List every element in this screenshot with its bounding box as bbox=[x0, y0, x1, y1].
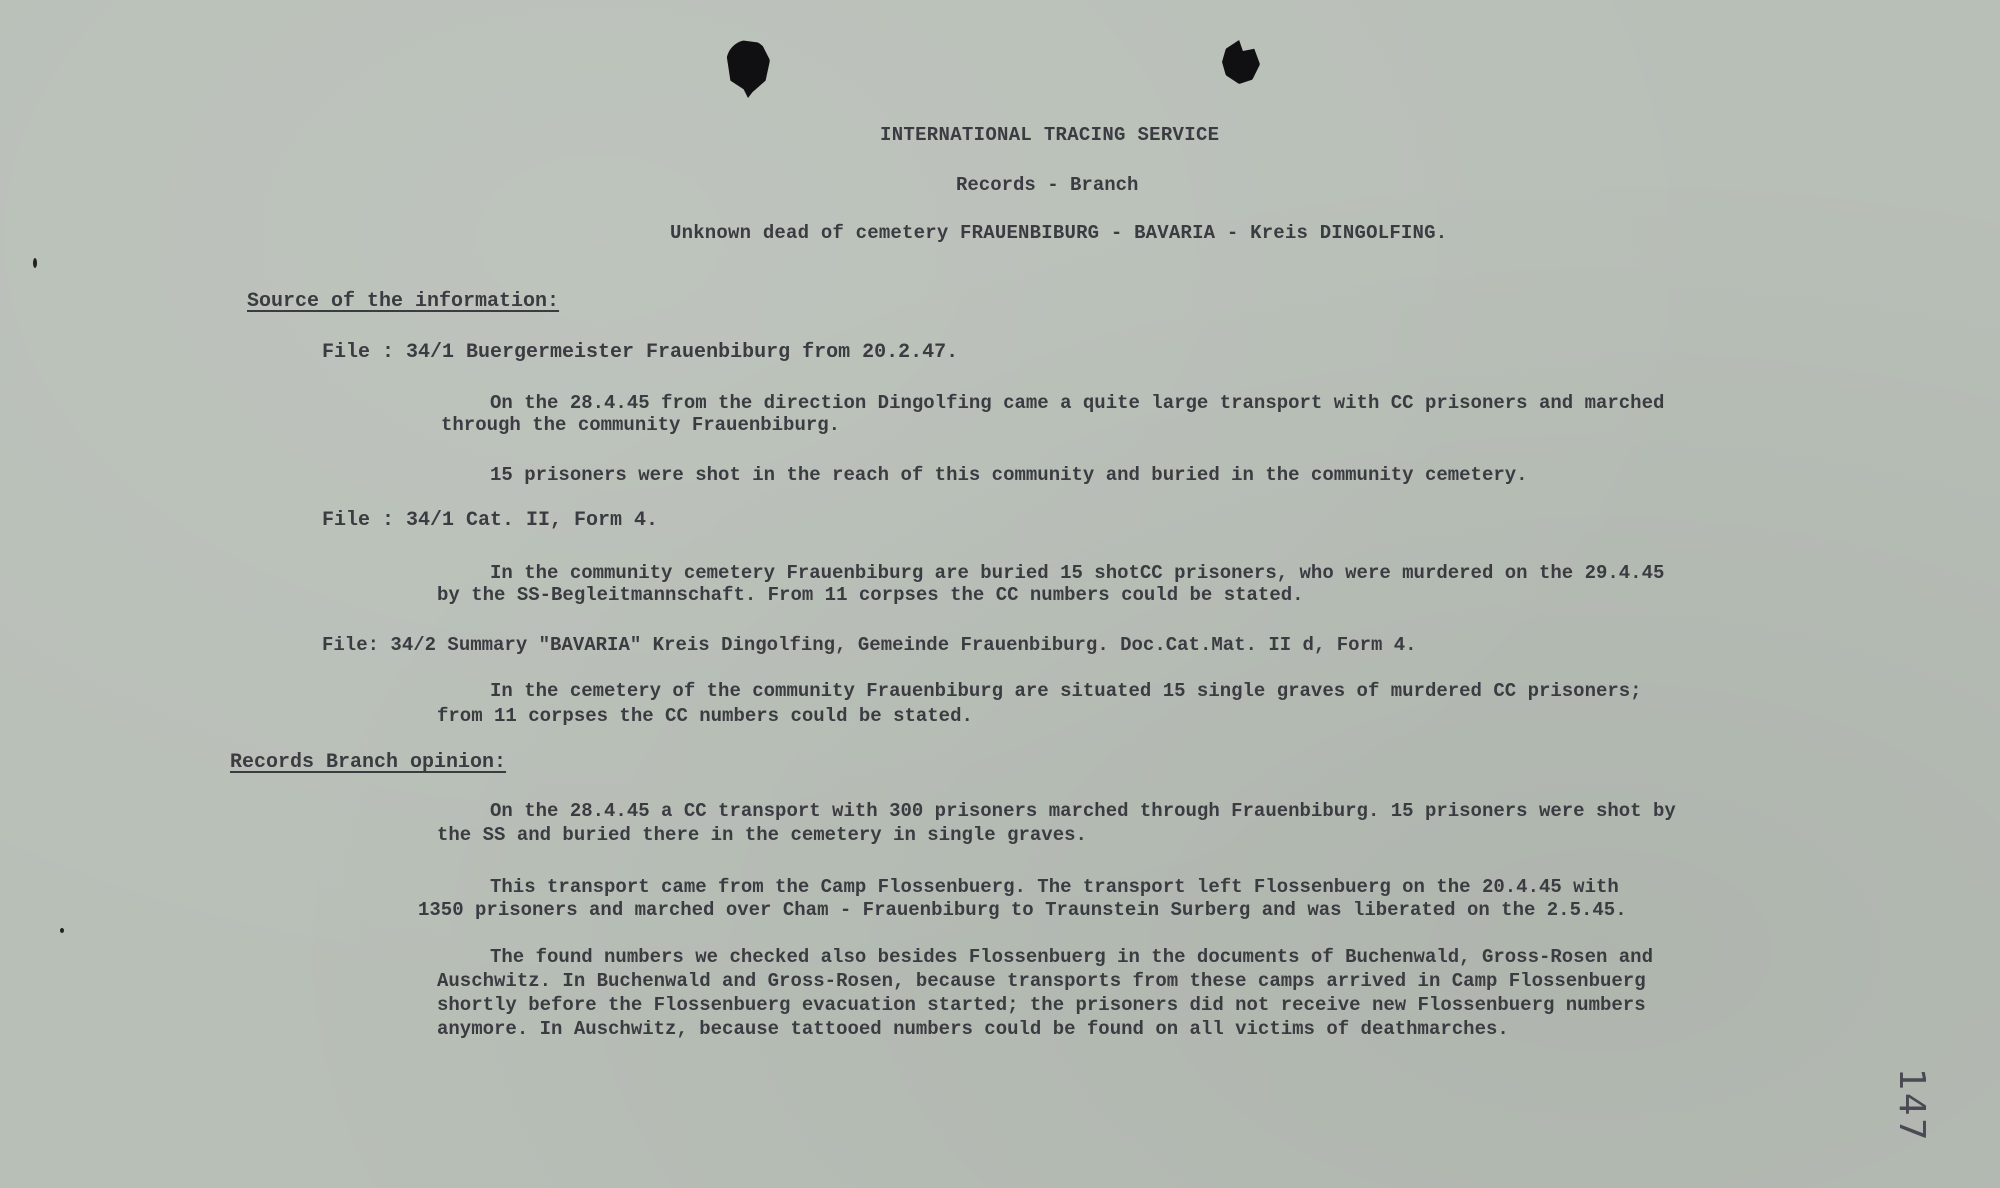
file2-para-line2: by the SS-Begleitmannschaft. From 11 corpses the CC numbers could be stated. bbox=[437, 584, 1304, 606]
punch-hole-right bbox=[1222, 40, 1260, 84]
opinion-para3-line4: anymore. In Auschwitz, because tattooed numbers could be found on all victims of deathmarches. bbox=[437, 1018, 1509, 1040]
paper-speck bbox=[33, 258, 37, 268]
file1-para1-line1: On the 28.4.45 from the direction Dingolfing came a quite large transport with CC prisoners and marched bbox=[490, 392, 1665, 414]
source-heading: Source of the information: bbox=[247, 290, 560, 313]
opinion-para1-line2: the SS and buried there in the cemetery in single graves. bbox=[437, 824, 1087, 846]
opinion-para3-line3: shortly before the Flossenbuerg evacuation started; the prisoners did not receive new Flossenbuerg numbers bbox=[437, 994, 1646, 1016]
opinion-para1-line1: On the 28.4.45 a CC transport with 300 prisoners marched through Frauenbiburg. 15 prisoners were shot by bbox=[490, 800, 1676, 822]
page-number: 147 bbox=[1891, 1068, 1932, 1143]
file1-label: File : 34/1 Buergermeister Frauenbiburg from 20.2.47. bbox=[322, 341, 959, 364]
file1-para2: 15 prisoners were shot in the reach of this community and buried in the community cemetery. bbox=[490, 464, 1528, 486]
opinion-para3-line2: Auschwitz. In Buchenwald and Gross-Rosen, because transports from these camps arrived in Camp Flossenbuerg bbox=[437, 970, 1646, 992]
file2-label: File : 34/1 Cat. II, Form 4. bbox=[322, 509, 659, 532]
organization-title: INTERNATIONAL TRACING SERVICE bbox=[880, 124, 1220, 146]
file3-para-line1: In the cemetery of the community Frauenbiburg are situated 15 single graves of murdered CC prisoners; bbox=[490, 680, 1642, 702]
opinion-para2-line1: This transport came from the Camp Flossenbuerg. The transport left Flossenbuerg on the 20.4.45 with bbox=[490, 876, 1619, 898]
opinion-heading: Records Branch opinion: bbox=[230, 751, 507, 774]
file1-para1-line2: through the community Frauenbiburg. bbox=[441, 414, 841, 436]
paper-speck bbox=[60, 928, 64, 933]
department-title: Records - Branch bbox=[956, 174, 1139, 196]
opinion-para2-line2: 1350 prisoners and marched over Cham - Frauenbiburg to Traunstein Surberg and was liberated on the 2.5.45. bbox=[418, 899, 1627, 921]
file2-para-line1: In the community cemetery Frauenbiburg are buried 15 shotCC prisoners, who were murdered on the 29.4.45 bbox=[490, 562, 1665, 584]
file3-label: File: 34/2 Summary "BAVARIA" Kreis Dingolfing, Gemeinde Frauenbiburg. Doc.Cat.Mat. II d, Form 4. bbox=[322, 634, 1417, 656]
file3-para-line2: from 11 corpses the CC numbers could be stated. bbox=[437, 705, 973, 727]
document-subject: Unknown dead of cemetery FRAUENBIBURG - BAVARIA - Kreis DINGOLFING. bbox=[670, 222, 1448, 244]
punch-hole-left bbox=[726, 40, 770, 98]
opinion-para3-line1: The found numbers we checked also besides Flossenbuerg in the documents of Buchenwald, Gross-Rosen and bbox=[490, 946, 1653, 968]
